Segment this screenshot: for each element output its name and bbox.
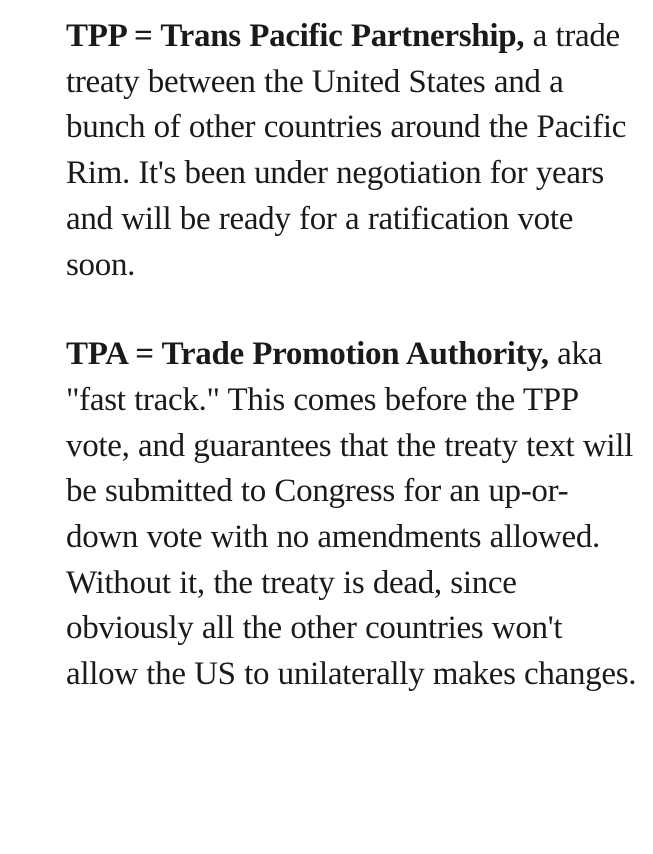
definition-text: aka "fast track." This comes before the TPP vote, and guarantees that the treaty text will be submitted to Congress for an up-or-down vote with no amendments allowed. Without it, the treaty is dead, since obviously all the other countries won't allow the US to unilaterally makes changes. [66, 336, 637, 693]
definition-term: TPP = Trans Pacific Partnership, [66, 18, 525, 54]
article-body [66, 14, 638, 698]
definition-text: a trade treaty between the United States and a bunch of other countries around the Pacific Rim. It's been under negotiation for years and will be ready for a ratification vote soon. [66, 18, 627, 283]
definition-tpa [66, 332, 638, 698]
definition-term: TPA = Trade Promotion Authority, [66, 336, 549, 373]
definition-tpp [66, 14, 638, 288]
